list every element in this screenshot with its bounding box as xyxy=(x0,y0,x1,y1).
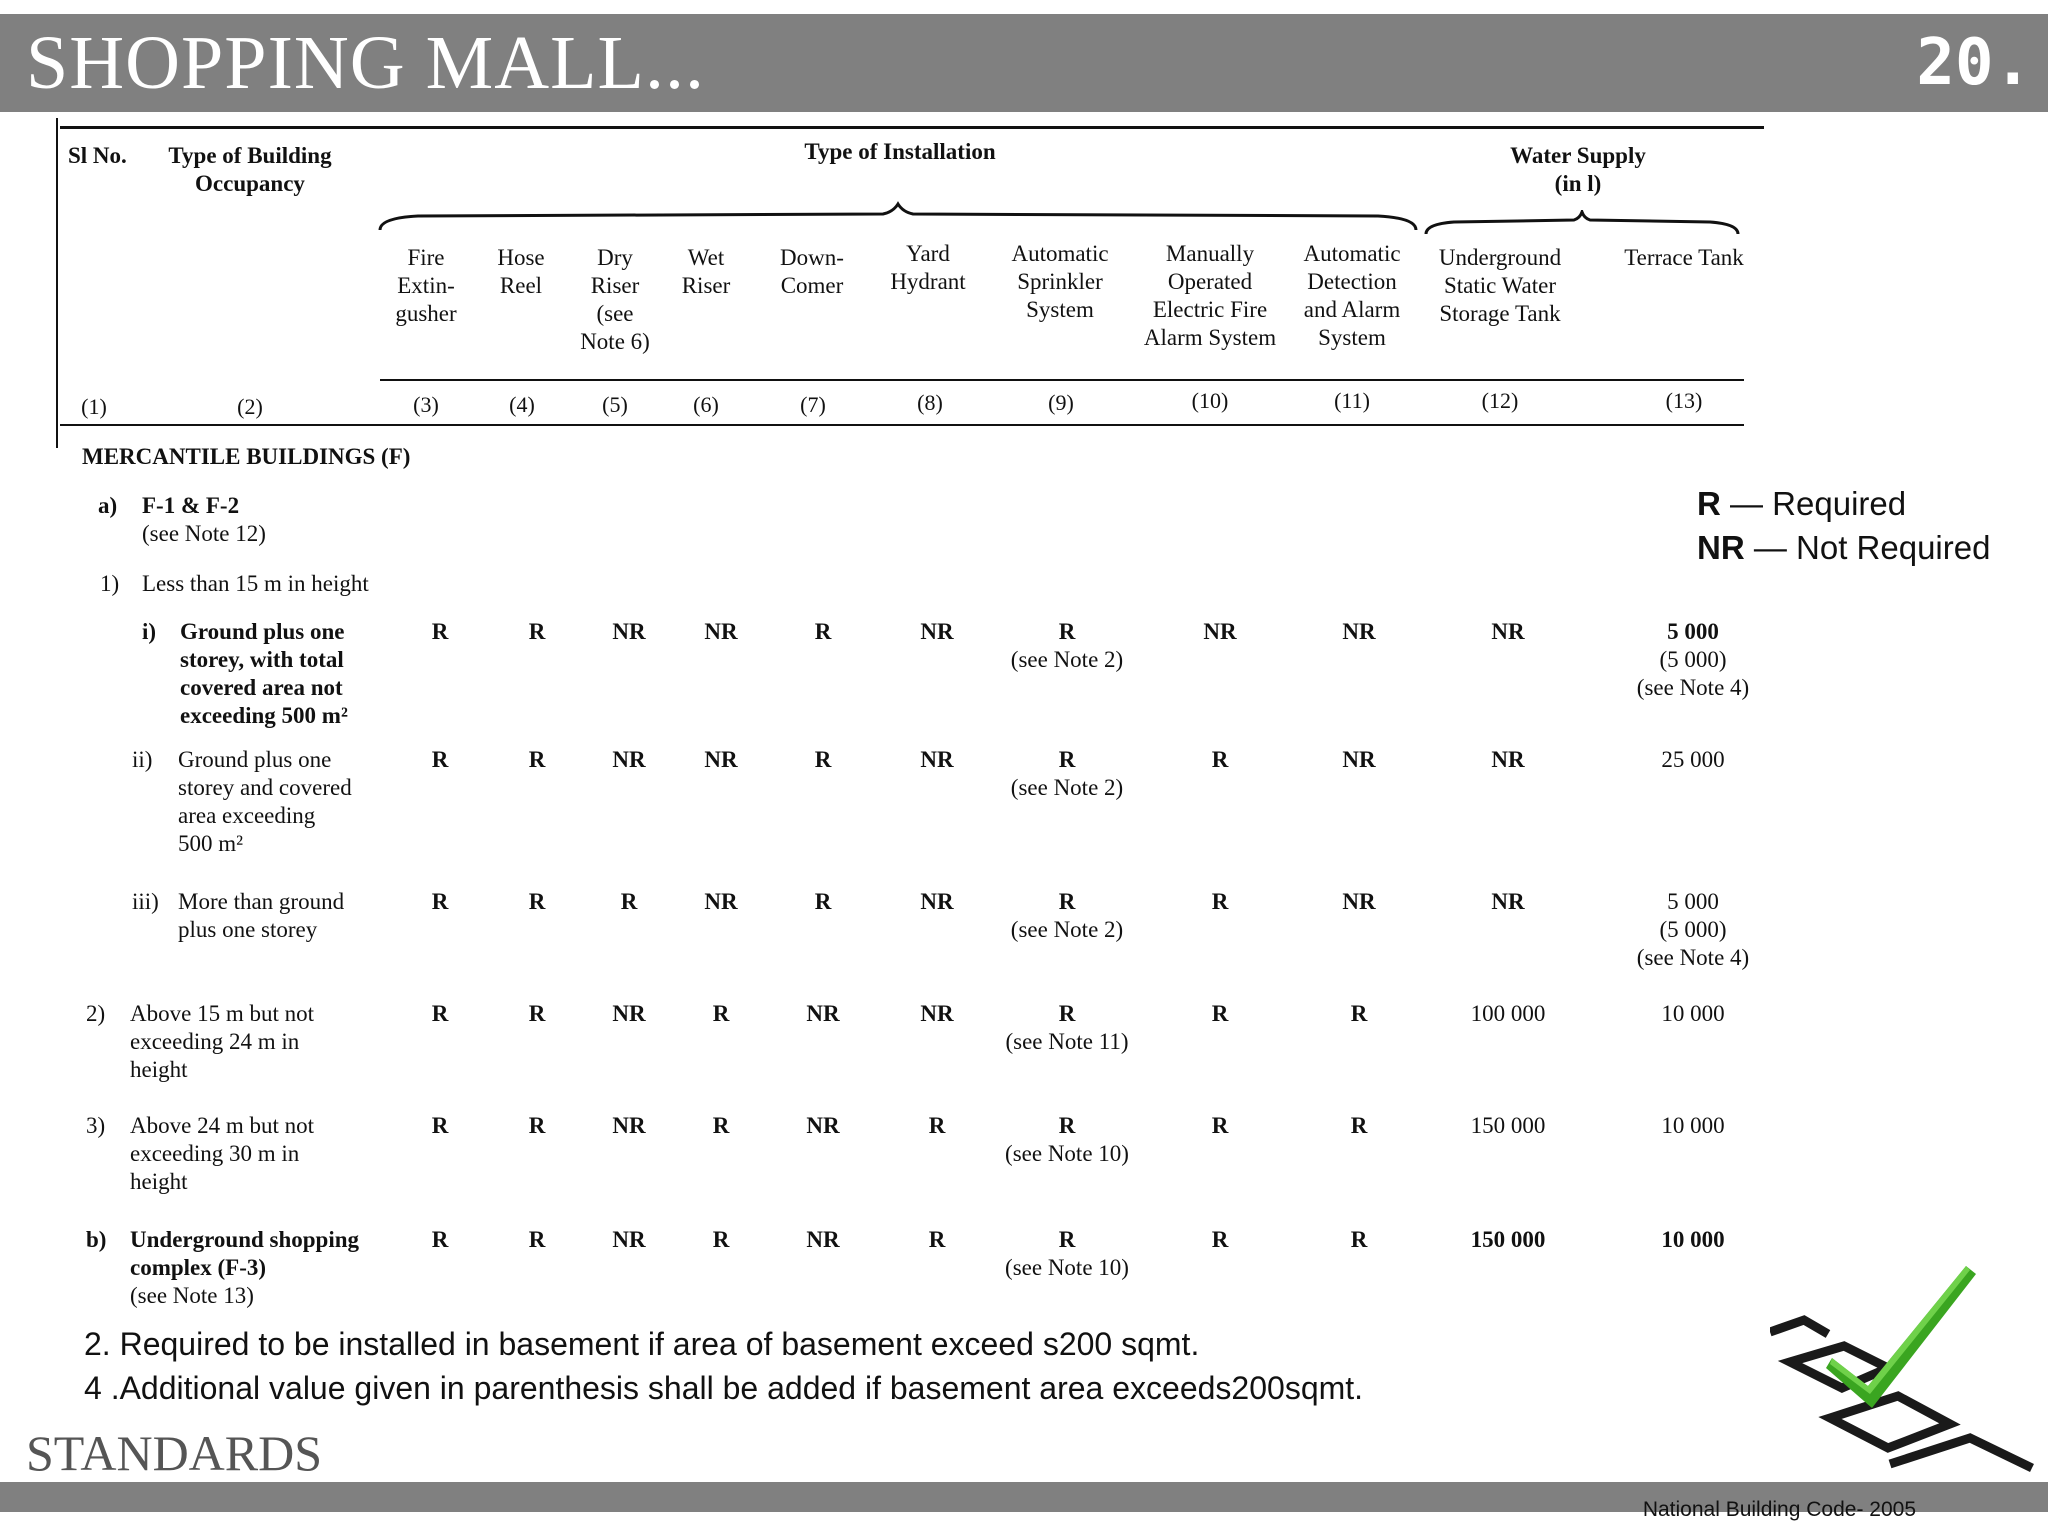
table-cell: 5 000 xyxy=(1667,619,1719,644)
col-number: (13) xyxy=(1665,388,1703,413)
col-header-manual-fire-alarm: Manually Operated Electric Fire Alarm System xyxy=(1143,241,1277,350)
header-installation: Type of Installation xyxy=(804,139,996,164)
table-cell: R xyxy=(928,1227,946,1252)
col-header-wet-riser: Wet Riser xyxy=(681,245,731,298)
note-4: 4 .Additional value given in parenthesis shall be added if basement area exceeds200sqmt. xyxy=(84,1370,1364,1406)
table-cell: 10 000 xyxy=(1661,1001,1725,1026)
row-description-line: exceeding 24 m in xyxy=(130,1029,300,1054)
water-supply-brace xyxy=(1424,210,1740,236)
row-description-line: complex (F-3) xyxy=(130,1255,267,1280)
table-cell: NR xyxy=(1342,747,1376,772)
header-water-supply-unit: (in l) xyxy=(1554,171,1602,196)
table-cell: 100 000 xyxy=(1470,1001,1546,1026)
note-2: 2. Required to be installed in basement if area of basement exceed s200 sqmt. xyxy=(84,1326,1200,1362)
page-title: SHOPPING MALL... xyxy=(26,21,705,105)
header-bottom-rule xyxy=(60,424,1744,426)
col-number: (6) xyxy=(693,392,719,417)
table-left-border xyxy=(56,118,58,448)
row-description-line: More than ground xyxy=(178,889,345,914)
terrace-note: (see Note 4) xyxy=(1636,945,1750,970)
col-number: (10) xyxy=(1191,388,1229,413)
col-header-hose-reel: Hose Reel xyxy=(497,245,545,298)
sub-1-title: Less than 15 m in height xyxy=(142,571,369,596)
standards-heading: STANDARDS xyxy=(26,1425,323,1481)
row-description-line: plus one storey xyxy=(178,917,318,942)
col-number: (11) xyxy=(1334,388,1370,413)
legend xyxy=(1697,482,1990,570)
table-cell: NR xyxy=(704,619,738,644)
table-cell: R xyxy=(1058,889,1076,914)
source-credit: National Building Code- 2005 xyxy=(1642,1498,1916,1521)
col-header-automatic-sprinkler: Automatic Sprinkler System xyxy=(1011,241,1109,322)
row-label: i) xyxy=(142,619,157,644)
row-label: ii) xyxy=(132,747,153,772)
col-header-yard-hydrant: Yard Hydrant xyxy=(890,241,966,294)
col-header-fire-extinguisher: Fire Extin- gusher xyxy=(395,245,457,326)
col-header-automatic-detection: Automatic Detection and Alarm System xyxy=(1303,241,1401,350)
row-label: 2) xyxy=(86,1001,106,1026)
row-description-line: exceeding 500 m² xyxy=(180,703,348,728)
table-cell: NR xyxy=(806,1113,840,1138)
table-cell: R xyxy=(1058,619,1076,644)
col-number: (2) xyxy=(237,394,263,419)
header-mid-rule xyxy=(380,379,1744,381)
table-cell: NR xyxy=(1491,619,1525,644)
row-description-line: Underground shopping xyxy=(130,1227,360,1252)
table-cell: NR xyxy=(612,747,646,772)
table-cell: NR xyxy=(612,1227,646,1252)
row-description-line: storey, with total xyxy=(180,647,344,672)
table-cell: R xyxy=(1211,1227,1229,1252)
table-cell: R xyxy=(1211,1113,1229,1138)
sprinkler-note: (see Note 10) xyxy=(1005,1255,1129,1280)
table-cell: R xyxy=(528,619,546,644)
table-cell: NR xyxy=(612,1001,646,1026)
row-label: iii) xyxy=(132,889,159,914)
table-cell: R xyxy=(1211,747,1229,772)
table-cell: R xyxy=(431,619,449,644)
table-cell: NR xyxy=(612,1113,646,1138)
table-cell: NR xyxy=(1491,747,1525,772)
table-cell: R xyxy=(1350,1227,1368,1252)
table-top-rule xyxy=(60,126,1764,129)
row-description-line: Ground plus one xyxy=(178,747,332,772)
col-number: (5) xyxy=(602,392,628,417)
table-cell: R xyxy=(528,747,546,772)
row-description-line: 500 m² xyxy=(178,831,244,856)
table-cell: R xyxy=(431,1113,449,1138)
table-cell: NR xyxy=(920,619,954,644)
table-cell: R xyxy=(1058,1001,1076,1026)
table-cell: R xyxy=(431,1227,449,1252)
table-cell: 150 000 xyxy=(1470,1227,1546,1252)
table-cell: NR xyxy=(1203,619,1237,644)
table-cell: NR xyxy=(806,1227,840,1252)
checklist-checkmark-icon xyxy=(1770,1238,2040,1474)
table-cell: NR xyxy=(612,619,646,644)
table-cell: NR xyxy=(920,889,954,914)
col-header-terrace-tank: Terrace Tank xyxy=(1624,245,1744,270)
table-cell: NR xyxy=(704,747,738,772)
col-header-dry-riser: Dry Riser (see Note 6) xyxy=(580,245,650,354)
terrace-note: (5 000) xyxy=(1659,647,1727,672)
row-description-line: (see Note 13) xyxy=(130,1283,254,1308)
table-cell: R xyxy=(431,1001,449,1026)
table-cell: 5 000 xyxy=(1667,889,1719,914)
table-cell: R xyxy=(814,747,832,772)
col-number: (9) xyxy=(1048,390,1074,415)
table-cell: R xyxy=(712,1001,730,1026)
table-cell: NR xyxy=(1342,889,1376,914)
table-cell: NR xyxy=(920,1001,954,1026)
sprinkler-note: (see Note 11) xyxy=(1005,1029,1129,1054)
row-description-line: covered area not xyxy=(180,675,343,700)
table-cell: R xyxy=(528,889,546,914)
col-number: (12) xyxy=(1481,388,1519,413)
table-cell: R xyxy=(1350,1113,1368,1138)
section-title: MERCANTILE BUILDINGS (F) xyxy=(82,444,411,469)
slide-number: 20. xyxy=(1916,26,2032,100)
table-cell: R xyxy=(431,889,449,914)
table-cell: NR xyxy=(704,889,738,914)
row-description-line: Above 15 m but not xyxy=(130,1001,314,1026)
row-description-line: Ground plus one xyxy=(180,619,345,644)
table-cell: R xyxy=(712,1113,730,1138)
sub-a-note: (see Note 12) xyxy=(142,521,266,546)
row-description-line: area exceeding xyxy=(178,803,316,828)
table-cell: NR xyxy=(920,747,954,772)
col-number: (1) xyxy=(81,394,107,419)
terrace-note: (5 000) xyxy=(1659,917,1727,942)
table-cell: 10 000 xyxy=(1661,1113,1725,1138)
col-number: (7) xyxy=(800,392,826,417)
table-cell: R xyxy=(814,889,832,914)
table-cell: NR xyxy=(1491,889,1525,914)
legend-required: R — Required xyxy=(1697,485,1907,522)
table-cell: R xyxy=(1058,747,1076,772)
col-header-underground-tank: Underground Static Water Storage Tank xyxy=(1438,245,1562,326)
table-cell: NR xyxy=(806,1001,840,1026)
sprinkler-note: (see Note 2) xyxy=(1010,775,1124,800)
table-cell: R xyxy=(1058,1113,1076,1138)
sprinkler-note: (see Note 10) xyxy=(1005,1141,1129,1166)
header-sl-no: Sl No. xyxy=(68,143,127,168)
table-cell: R xyxy=(1211,1001,1229,1026)
installation-brace xyxy=(378,200,1418,232)
legend-not-required: NR — Not Required xyxy=(1697,529,1991,566)
header-water-supply: Water Supply xyxy=(1510,143,1646,168)
sprinkler-note: (see Note 2) xyxy=(1010,917,1124,942)
table-cell: R xyxy=(431,747,449,772)
row-description-line: height xyxy=(130,1169,188,1194)
col-header-down-comer: Down- Comer xyxy=(780,245,844,298)
row-label: 3) xyxy=(86,1113,106,1138)
table-cell: R xyxy=(712,1227,730,1252)
table-cell: R xyxy=(528,1113,546,1138)
table-cell: 10 000 xyxy=(1661,1227,1725,1252)
row-description-line: height xyxy=(130,1057,188,1082)
table-cell: R xyxy=(1211,889,1229,914)
table-cell: NR xyxy=(1342,619,1376,644)
sub-a-label: a) xyxy=(98,493,118,518)
col-number: (8) xyxy=(917,390,943,415)
table-cell: R xyxy=(528,1001,546,1026)
table-cell: R xyxy=(1350,1001,1368,1026)
table-cell: R xyxy=(814,619,832,644)
table-cell: 150 000 xyxy=(1470,1113,1546,1138)
row-description-line: Above 24 m but not xyxy=(130,1113,314,1138)
row-description-line: exceeding 30 m in xyxy=(130,1141,300,1166)
header-occupancy: Type of Building Occupancy xyxy=(168,143,332,196)
terrace-note: (see Note 4) xyxy=(1636,675,1750,700)
table-cell: R xyxy=(928,1113,946,1138)
row-label: b) xyxy=(86,1227,107,1252)
col-number: (4) xyxy=(509,392,535,417)
row-description-line: storey and covered xyxy=(178,775,352,800)
col-number: (3) xyxy=(413,392,439,417)
table-cell: 25 000 xyxy=(1661,747,1725,772)
sub-1-label: 1) xyxy=(100,571,120,596)
table-cell: R xyxy=(620,889,638,914)
table-cell: R xyxy=(1058,1227,1076,1252)
sprinkler-note: (see Note 2) xyxy=(1010,647,1124,672)
sub-a-title: F-1 & F-2 xyxy=(142,493,240,518)
table-cell: R xyxy=(528,1227,546,1252)
